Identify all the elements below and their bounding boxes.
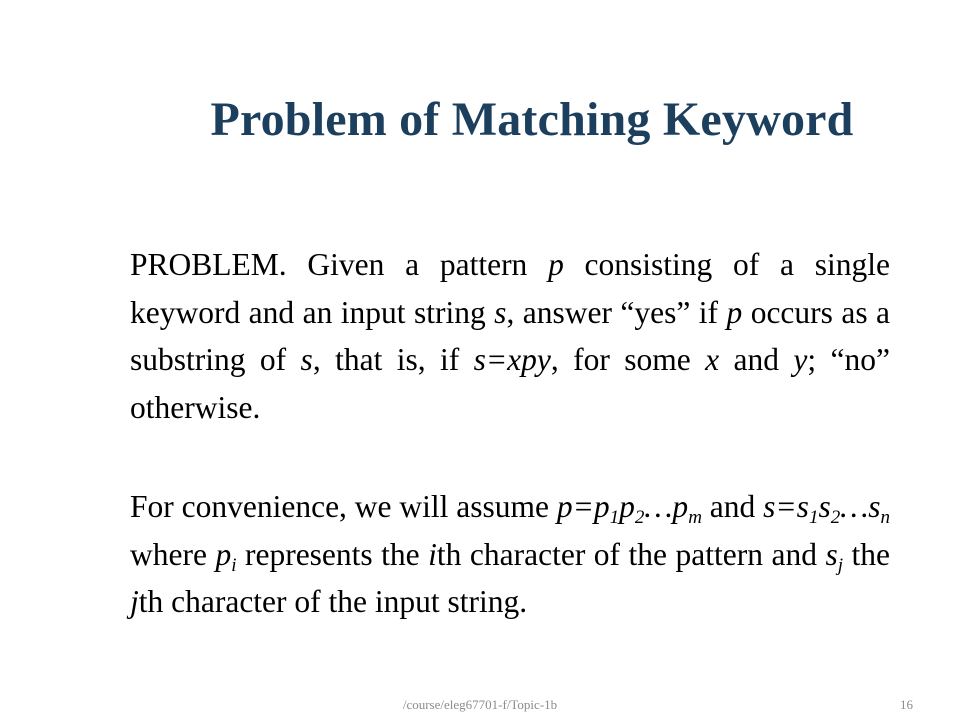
math-expression: s=xpy <box>473 342 551 377</box>
subscript: 1 <box>609 507 620 528</box>
text: th character of the pattern and <box>436 536 826 572</box>
text: and <box>719 342 794 377</box>
text: consisting of a single keyword and an input string <box>130 247 891 330</box>
footer-source-path: /course/eleg67701-f/Topic-1b <box>402 697 558 712</box>
text: , that is, if <box>312 342 474 377</box>
page-number: 16 <box>900 697 913 712</box>
text: For convenience, we will assume <box>130 489 557 524</box>
problem-statement-paragraph <box>130 241 890 431</box>
math-var: x <box>705 342 720 377</box>
math-var: p <box>548 247 564 282</box>
math-var: p <box>619 489 635 524</box>
subscript: 1 <box>808 507 819 528</box>
subscript: i <box>231 554 237 576</box>
text: th character of the input string. <box>138 584 528 619</box>
math-var: i <box>428 536 437 572</box>
text: PROBLEM. Given a pattern <box>130 247 549 282</box>
math-var: s <box>300 342 313 377</box>
math-var: p <box>215 536 232 572</box>
math-var: y <box>793 342 808 377</box>
text: occurs as a substring of <box>130 294 891 377</box>
subscript: 2 <box>830 507 841 528</box>
subscript: n <box>880 507 890 528</box>
text: , answer “yes” if <box>506 294 727 330</box>
text: the <box>843 536 890 572</box>
math-expression: …s <box>840 489 881 524</box>
text: and <box>701 489 764 524</box>
text: where <box>130 536 216 572</box>
convention-paragraph <box>130 483 890 626</box>
math-expression: s=s <box>763 489 809 524</box>
math-var: j <box>130 584 139 619</box>
subscript: j <box>837 554 843 576</box>
math-var: p <box>726 294 743 330</box>
subscript: 2 <box>634 507 645 528</box>
slide-title: Problem of Matching Keyword <box>210 93 854 146</box>
text: represents the <box>236 536 429 572</box>
text: ; “no” otherwise. <box>130 342 890 425</box>
text: , for some <box>550 342 706 377</box>
subscript: m <box>688 507 702 528</box>
math-expression: p=p <box>556 489 610 524</box>
math-var: s <box>494 294 507 330</box>
math-var: s <box>825 536 838 572</box>
math-var: s <box>818 489 831 524</box>
math-expression: …p <box>644 489 689 524</box>
